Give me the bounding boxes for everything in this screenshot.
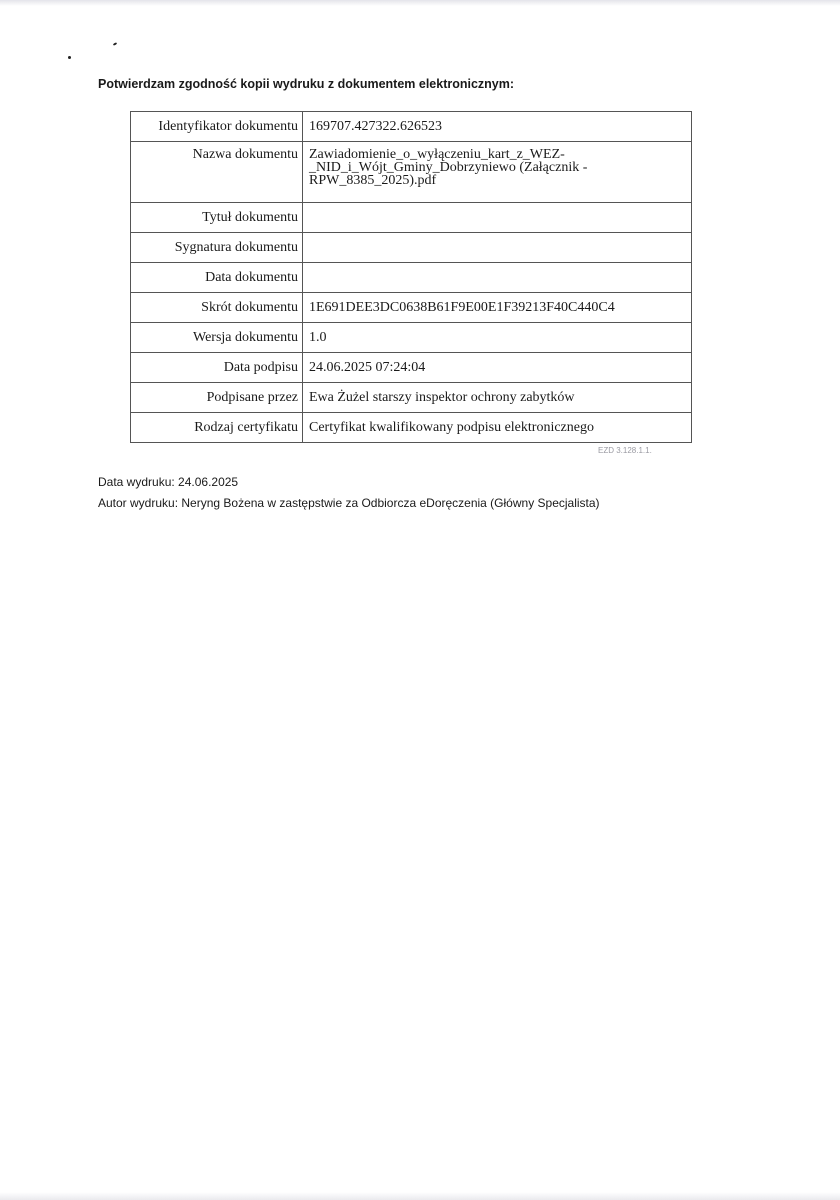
- name-line-1: Zawiadomienie_o_wyłączeniu_kart_z_WEZ-: [309, 147, 565, 162]
- row-label-version: Wersja dokumentu: [131, 323, 303, 353]
- table-row: [131, 413, 692, 443]
- name-line-3: RPW_8385_2025).pdf: [309, 173, 437, 188]
- table-row: [131, 323, 692, 353]
- row-label-identifier: Identyfikator dokumentu: [131, 112, 303, 142]
- table-row: [131, 142, 692, 203]
- scan-edge-top: [0, 0, 840, 6]
- scan-edge-bottom: [0, 1192, 840, 1200]
- print-date: Data wydruku: 24.06.2025: [98, 475, 239, 489]
- row-label-signature: Sygnatura dokumentu: [131, 233, 303, 263]
- table-row: [131, 383, 692, 413]
- row-value-certificate-type: Certyfikat kwalifikowany podpisu elektronicznego: [303, 413, 692, 443]
- row-label-name: Nazwa dokumentu: [131, 142, 303, 203]
- row-label-signing-date: Data podpisu: [131, 353, 303, 383]
- table-row: [131, 293, 692, 323]
- row-value-title: [303, 203, 692, 233]
- row-value-identifier: 169707.427322.626523: [303, 112, 692, 142]
- row-value-signature: [303, 233, 692, 263]
- table-row: [131, 112, 692, 142]
- table-row: [131, 353, 692, 383]
- system-version-tag: EZD 3.128.1.1.: [598, 446, 652, 455]
- print-author: Autor wydruku: Neryng Bożena w zastępstwie za Odbiorcza eDoręczenia (Główny Specjalista): [98, 496, 600, 510]
- row-value-hash: 1E691DEE3DC0638B61F9E00E1F39213F40C440C4: [303, 293, 692, 323]
- row-value-version: 1.0: [303, 323, 692, 353]
- row-value-date: [303, 263, 692, 293]
- table-row: [131, 263, 692, 293]
- row-value-name: [303, 142, 692, 203]
- scan-speck: [68, 56, 71, 59]
- row-label-title: Tytuł dokumentu: [131, 203, 303, 233]
- row-label-certificate-type: Rodzaj certyfikatu: [131, 413, 303, 443]
- row-label-signed-by: Podpisane przez: [131, 383, 303, 413]
- table-row: [131, 203, 692, 233]
- row-label-hash: Skrót dokumentu: [131, 293, 303, 323]
- name-line-2: _NID_i_Wójt_Gminy_Dobrzyniewo (Załącznik -: [309, 160, 588, 175]
- row-value-signing-date: 24.06.2025 07:24:04: [303, 353, 692, 383]
- row-value-signed-by: Ewa Żużel starszy inspektor ochrony zabytków: [303, 383, 692, 413]
- row-label-date: Data dokumentu: [131, 263, 303, 293]
- document-metadata-table: [130, 111, 692, 443]
- scan-speck: [113, 42, 117, 46]
- confirmation-heading: Potwierdzam zgodność kopii wydruku z dokumentem elektronicznym:: [98, 77, 515, 91]
- table-row: [131, 233, 692, 263]
